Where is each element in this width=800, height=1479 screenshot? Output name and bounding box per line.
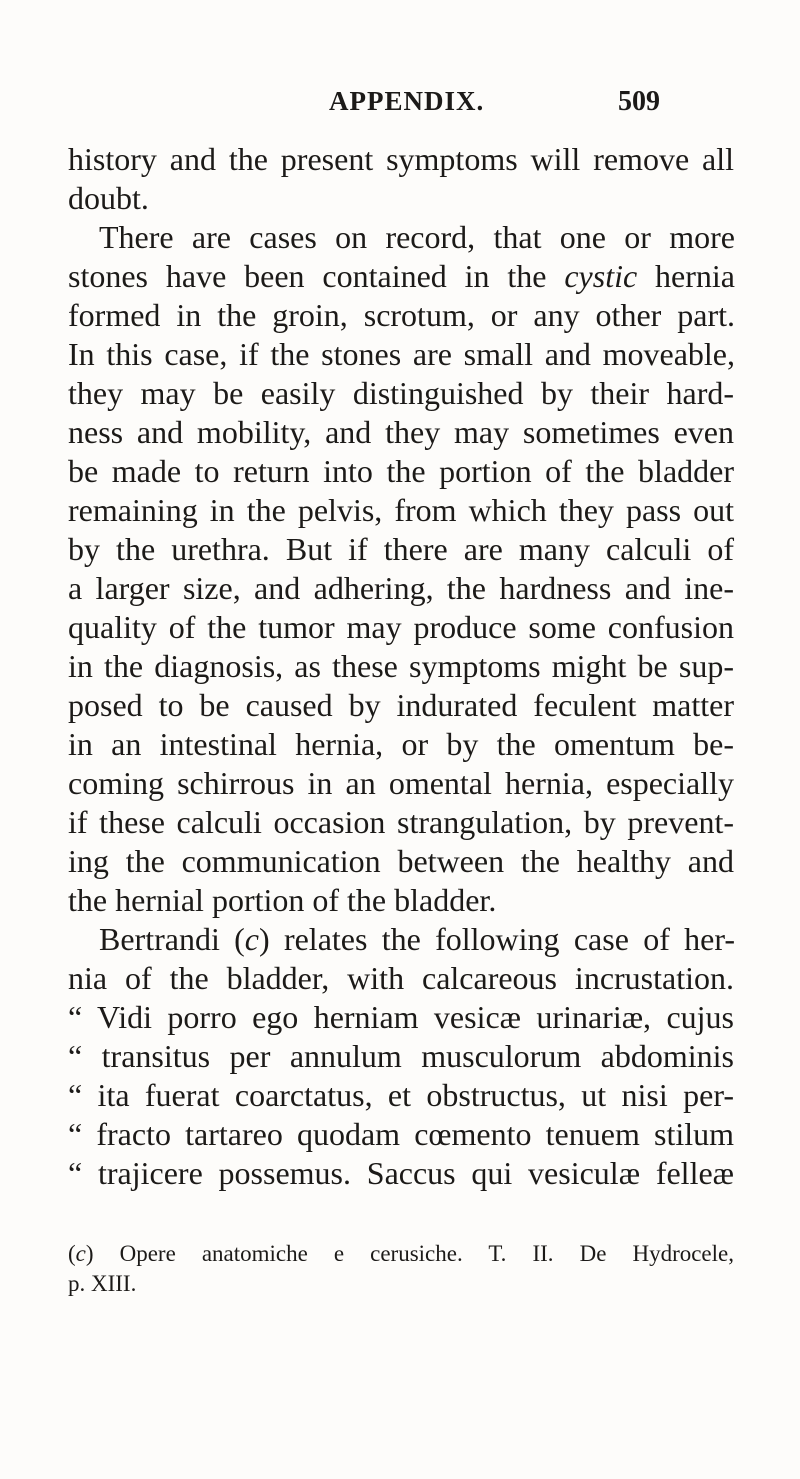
footnote-line: p. XIII. [68, 1271, 137, 1296]
text-line: There are cases on record, that one or more [99, 219, 735, 255]
text-line: “ fracto tartareo quodam cœmento tenuem stilum [68, 1116, 734, 1152]
text-line: a larger size, and adhering, the hardness and ine- [68, 570, 734, 606]
text-line: formed in the groin, scrotum, or any other part. [68, 297, 735, 333]
text-line: in the diagnosis, as these symptoms might be sup- [68, 648, 734, 684]
page-header [0, 86, 800, 126]
text-line: they may be easily distinguished by their hard- [68, 375, 734, 411]
text-line: if these calculi occasion strangulation, by prevent- [68, 804, 734, 840]
text-line: stones have been contained in the cystic hernia [68, 258, 735, 294]
text-line: remaining in the pelvis, from which they pass out [68, 492, 734, 528]
text-line: by the urethra. But if there are many calculi of [68, 531, 734, 567]
page-number: 509 [618, 86, 660, 117]
text-line: be made to return into the portion of the bladder [68, 453, 734, 489]
text-line: nia of the bladder, with calcareous incrustation. [68, 960, 734, 996]
footnote-line: (c) Opere anatomiche e cerusiche. T. II. De Hydrocele, [68, 1241, 734, 1266]
text-line: coming schirrous in an omental hernia, especially [68, 765, 734, 801]
text-line: “ transitus per annulum musculorum abdominis [68, 1038, 734, 1074]
text-line: in an intestinal hernia, or by the omentum be- [68, 726, 734, 762]
text-line: “ ita fuerat coarctatus, et obstructus, ut nisi per- [68, 1077, 734, 1113]
running-head: APPENDIX. [329, 86, 485, 116]
text-line: “ Vidi porro ego herniam vesicæ urinariæ, cujus [68, 999, 734, 1035]
text-line: In this case, if the stones are small and moveable, [68, 336, 735, 372]
text-line: quality of the tumor may produce some confusion [68, 609, 734, 645]
text-line: posed to be caused by indurated feculent matter [68, 687, 734, 723]
text-line: doubt. [68, 180, 149, 216]
text-line: ing the communication between the healthy and [68, 843, 734, 879]
text-line: “ trajicere possemus. Saccus qui vesiculæ felleæ [68, 1155, 734, 1191]
text-line: ness and mobility, and they may sometimes even [68, 414, 734, 450]
text-line: the hernial portion of the bladder. [68, 882, 497, 918]
text-line: history and the present symptoms will remove all [68, 141, 734, 177]
text-line: Bertrandi (c) relates the following case of her- [99, 921, 736, 957]
